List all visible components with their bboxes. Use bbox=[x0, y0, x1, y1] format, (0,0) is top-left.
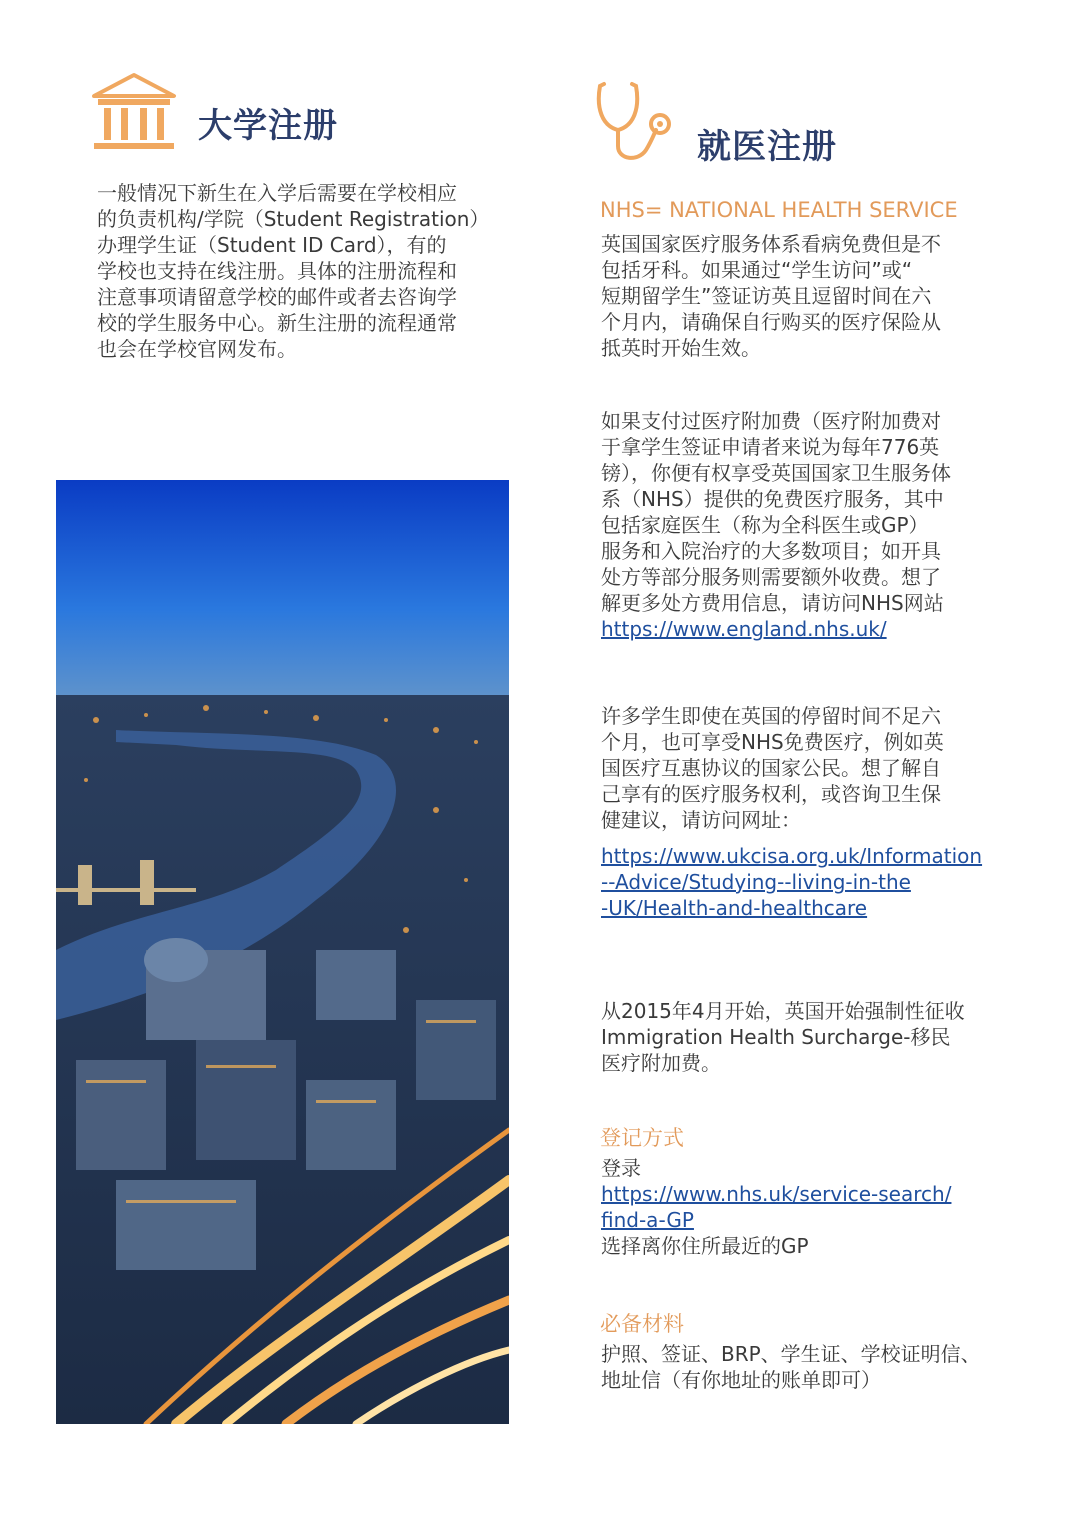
paragraph-line: 己享有的医疗服务权利，或咨询卫生保 bbox=[601, 782, 941, 806]
ukcisa-link-line[interactable]: https://www.ukcisa.org.uk/Information bbox=[601, 844, 983, 868]
find-gp-link-line[interactable]: find-a-GP bbox=[601, 1208, 694, 1232]
register-prefix: 登录 bbox=[601, 1156, 641, 1180]
paragraph-line: 包括牙科。如果通过“学生访问”或“ bbox=[601, 258, 913, 282]
london-night-aerial-photo bbox=[56, 480, 509, 1424]
paragraph-line: 包括家庭医生（称为全科医生或GP） bbox=[601, 513, 929, 537]
university-registration-paragraph bbox=[97, 180, 517, 362]
paragraph-line: 个月内，请确保自行购买的医疗保险从 bbox=[601, 310, 941, 334]
paragraph-line: 服务和入院治疗的大多数项目；如开具 bbox=[601, 539, 941, 563]
paragraph-line: 办理学生证（Student ID Card），有的 bbox=[97, 233, 447, 257]
england-nhs-link[interactable]: https://www.england.nhs.uk/ bbox=[601, 617, 887, 641]
materials-block bbox=[601, 1341, 981, 1393]
paragraph-line: 注意事项请留意学校的邮件或者去咨询学 bbox=[97, 285, 457, 309]
nhs-paragraph-1 bbox=[601, 231, 941, 361]
ukcisa-link-line[interactable]: -UK/Health-and-healthcare bbox=[601, 896, 868, 920]
university-registration-title: 大学注册 bbox=[198, 106, 338, 146]
paragraph-line: 于拿学生签证申请者来说为每年776英 bbox=[601, 435, 940, 459]
paragraph-line: 短期留学生”签证访英且逗留时间在六 bbox=[601, 284, 932, 308]
paragraph-line: 镑），你便有权享受英国国家卫生服务体 bbox=[601, 461, 951, 485]
ukcisa-link[interactable] bbox=[601, 843, 982, 921]
materials-heading: 必备材料 bbox=[600, 1312, 684, 1336]
paragraph-line: 学校也支持在线注册。具体的注册流程和 bbox=[97, 259, 457, 283]
paragraph-line: 解更多处方费用信息，请访问NHS网站 bbox=[601, 591, 944, 615]
paragraph-line: 校的学生服务中心。新生注册的流程通常 bbox=[97, 311, 457, 335]
paragraph-line: 许多学生即使在英国的停留时间不足六 bbox=[601, 704, 941, 728]
nhs-paragraph-4 bbox=[601, 998, 965, 1076]
paragraph-line: 处方等部分服务则需要额外收费。想了 bbox=[601, 565, 941, 589]
paragraph-line: 从2015年4月开始，英国开始强制性征收 bbox=[601, 999, 965, 1023]
find-gp-link[interactable] bbox=[601, 1181, 951, 1233]
paragraph-line: 个月，也可享受NHS免费医疗，例如英 bbox=[601, 730, 944, 754]
register-method-block bbox=[601, 1155, 951, 1259]
nhs-paragraph-3 bbox=[601, 703, 982, 921]
university-icon bbox=[90, 72, 178, 152]
paragraph-line: 也会在学校官网发布。 bbox=[97, 337, 297, 361]
paragraph-line: 国医疗互惠协议的国家公民。想了解自 bbox=[601, 756, 941, 780]
stethoscope-icon bbox=[594, 78, 674, 168]
nhs-paragraph-2 bbox=[601, 408, 951, 642]
paragraph-line: 健建议，请访问网址： bbox=[601, 808, 801, 832]
find-gp-link-line[interactable]: https://www.nhs.uk/service-search/ bbox=[601, 1182, 952, 1206]
medical-registration-title: 就医注册 bbox=[697, 127, 837, 167]
paragraph-line: 的负责机构/学院（Student Registration） bbox=[97, 207, 490, 231]
paragraph-line: 医疗附加费。 bbox=[601, 1051, 721, 1075]
paragraph-line: 抵英时开始生效。 bbox=[601, 336, 761, 360]
paragraph-line: 一般情况下新生在入学后需要在学校相应 bbox=[97, 181, 457, 205]
ukcisa-link-line[interactable]: --Advice/Studying--living-in-the bbox=[601, 870, 911, 894]
register-method-heading: 登记方式 bbox=[600, 1126, 684, 1150]
paragraph-line: 地址信（有你地址的账单即可） bbox=[601, 1368, 881, 1392]
paragraph-line: 护照、签证、BRP、学生证、学校证明信、 bbox=[601, 1342, 981, 1366]
register-suffix: 选择离你住所最近的GP bbox=[601, 1234, 809, 1258]
paragraph-line: 英国国家医疗服务体系看病免费但是不 bbox=[601, 232, 941, 256]
nhs-subtitle: NHS= NATIONAL HEALTH SERVICE bbox=[600, 198, 958, 222]
paragraph-line: 如果支付过医疗附加费（医疗附加费对 bbox=[601, 409, 941, 433]
paragraph-line: 系（NHS）提供的免费医疗服务，其中 bbox=[601, 487, 944, 511]
paragraph-line: Immigration Health Surcharge-移民 bbox=[601, 1025, 951, 1049]
